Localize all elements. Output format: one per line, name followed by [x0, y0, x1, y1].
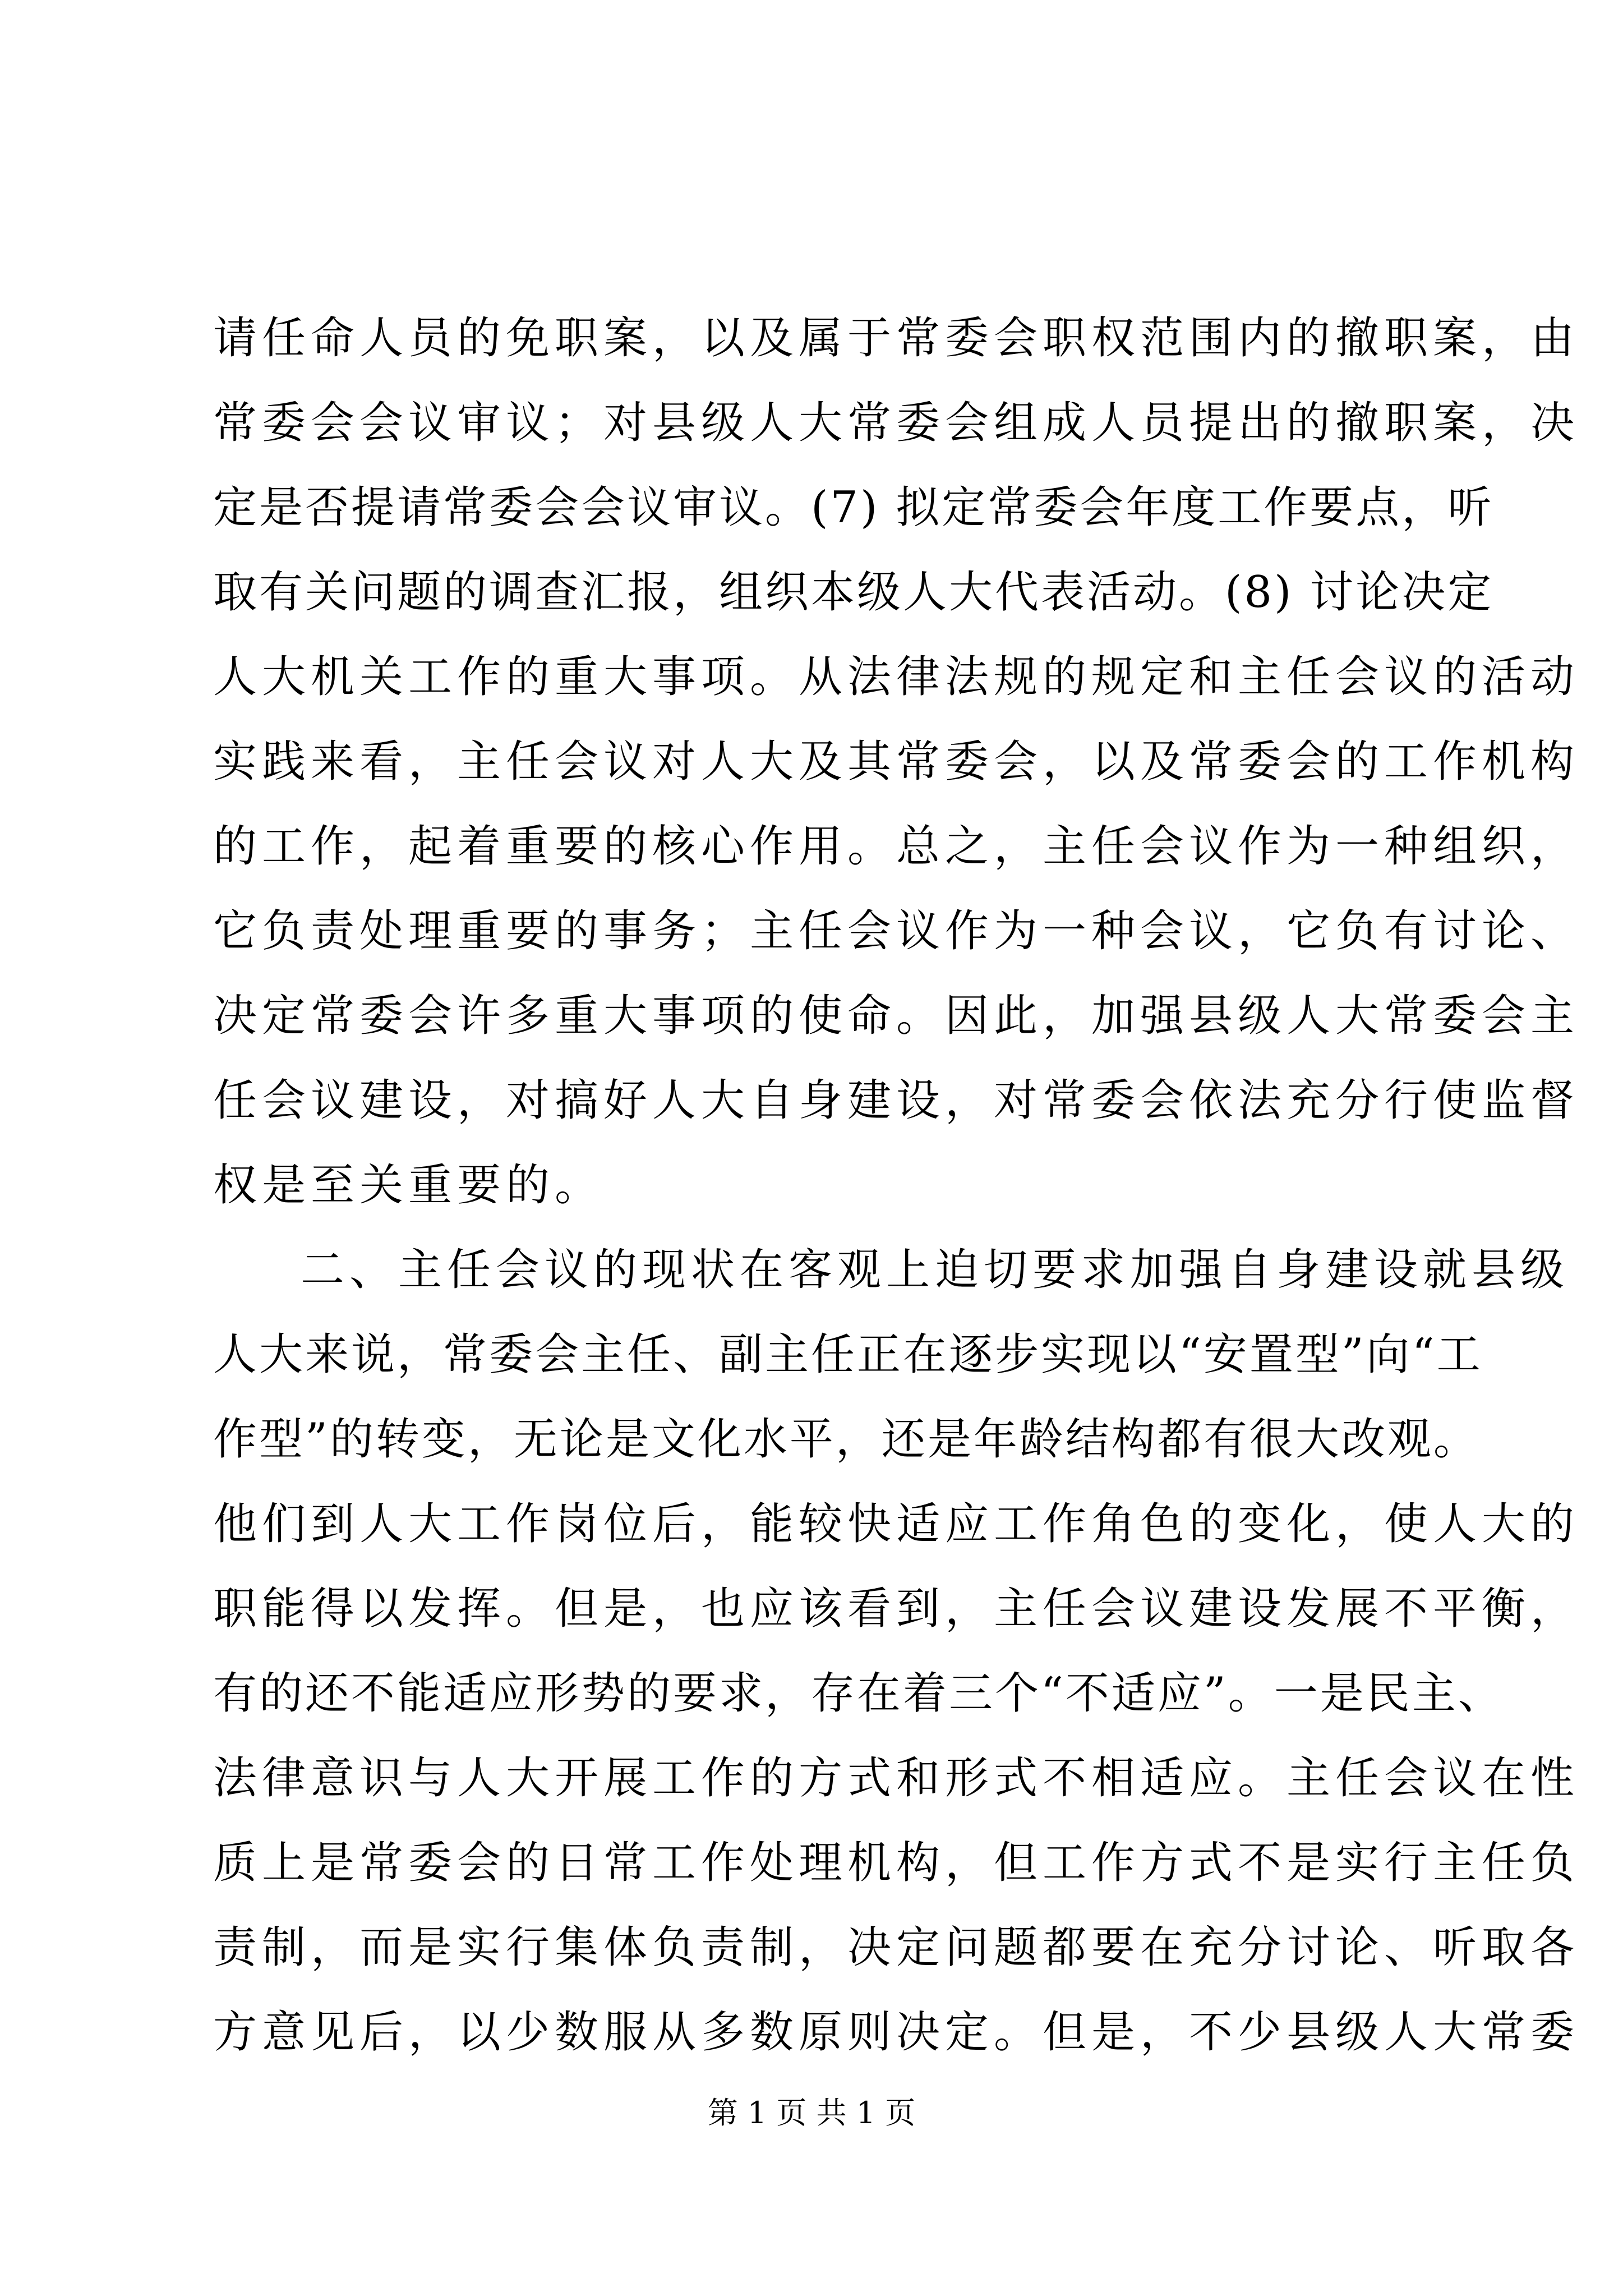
text-line: 取有关问题的调查汇报，组织本级人大代表活动。(8) 讨论决定 — [213, 567, 1494, 618]
page-footer — [0, 2093, 1623, 2133]
text-line: 有的还不能适应形势的要求，存在着三个“不适应”。一是民主、 — [213, 1668, 1504, 1719]
text-line: 决定常委会许多重大事项的使命。因此，加强县级人大常委会主 — [213, 991, 1580, 1041]
text-line: 实践来看，主任会议对人大及其常委会，以及常委会的工作机构 — [213, 737, 1580, 787]
document-body — [213, 296, 1580, 2075]
section-heading-line: 二、主任会议的现状在客观上迫切要求加强自身建设就县级 — [301, 1245, 1570, 1295]
text-line: 定是否提请常委会会议审议。(7) 拟定常委会年度工作要点，听 — [213, 482, 1494, 533]
text-line: 请任命人员的免职案，以及属于常委会职权范围内的撤职案，由 — [213, 313, 1580, 364]
text-line: 法律意识与人大开展工作的方式和形式不相适应。主任会议在性 — [213, 1753, 1580, 1803]
text-line: 常委会会议审议；对县级人大常委会组成人员提出的撤职案，决 — [213, 398, 1580, 448]
text-line: 权是至关重要的。 — [213, 1160, 604, 1211]
text-line: 方意见后，以少数服从多数原则决定。但是，不少县级人大常委 — [213, 2007, 1580, 2058]
text-line: 职能得以发挥。但是，也应该看到，主任会议建设发展不平衡， — [213, 1584, 1580, 1634]
text-line: 它负责处理重要的事务；主任会议作为一种会议，它负有讨论、 — [213, 906, 1580, 956]
text-line: 的工作，起着重要的核心作用。总之，主任会议作为一种组织， — [213, 821, 1580, 872]
text-line: 任会议建设，对搞好人大自身建设，对常委会依法充分行使监督 — [213, 1075, 1580, 1126]
text-line: 他们到人大工作岗位后，能较快适应工作角色的变化，使人大的 — [213, 1499, 1580, 1549]
text-line: 人大机关工作的重大事项。从法律法规的规定和主任会议的活动 — [213, 652, 1580, 702]
text-line: 作型”的转变，无论是文化水平，还是年龄结构都有很大改观。 — [213, 1414, 1479, 1465]
page-number-label: 第 1 页 共 1 页 — [707, 2095, 916, 2131]
text-line: 质上是常委会的日常工作处理机构，但工作方式不是实行主任负 — [213, 1838, 1580, 1888]
text-line: 责制，而是实行集体负责制，决定问题都要在充分讨论、听取各 — [213, 1922, 1580, 1973]
text-line: 人大来说，常委会主任、副主任正在逐步实现以“安置型”向“工 — [213, 1329, 1483, 1380]
